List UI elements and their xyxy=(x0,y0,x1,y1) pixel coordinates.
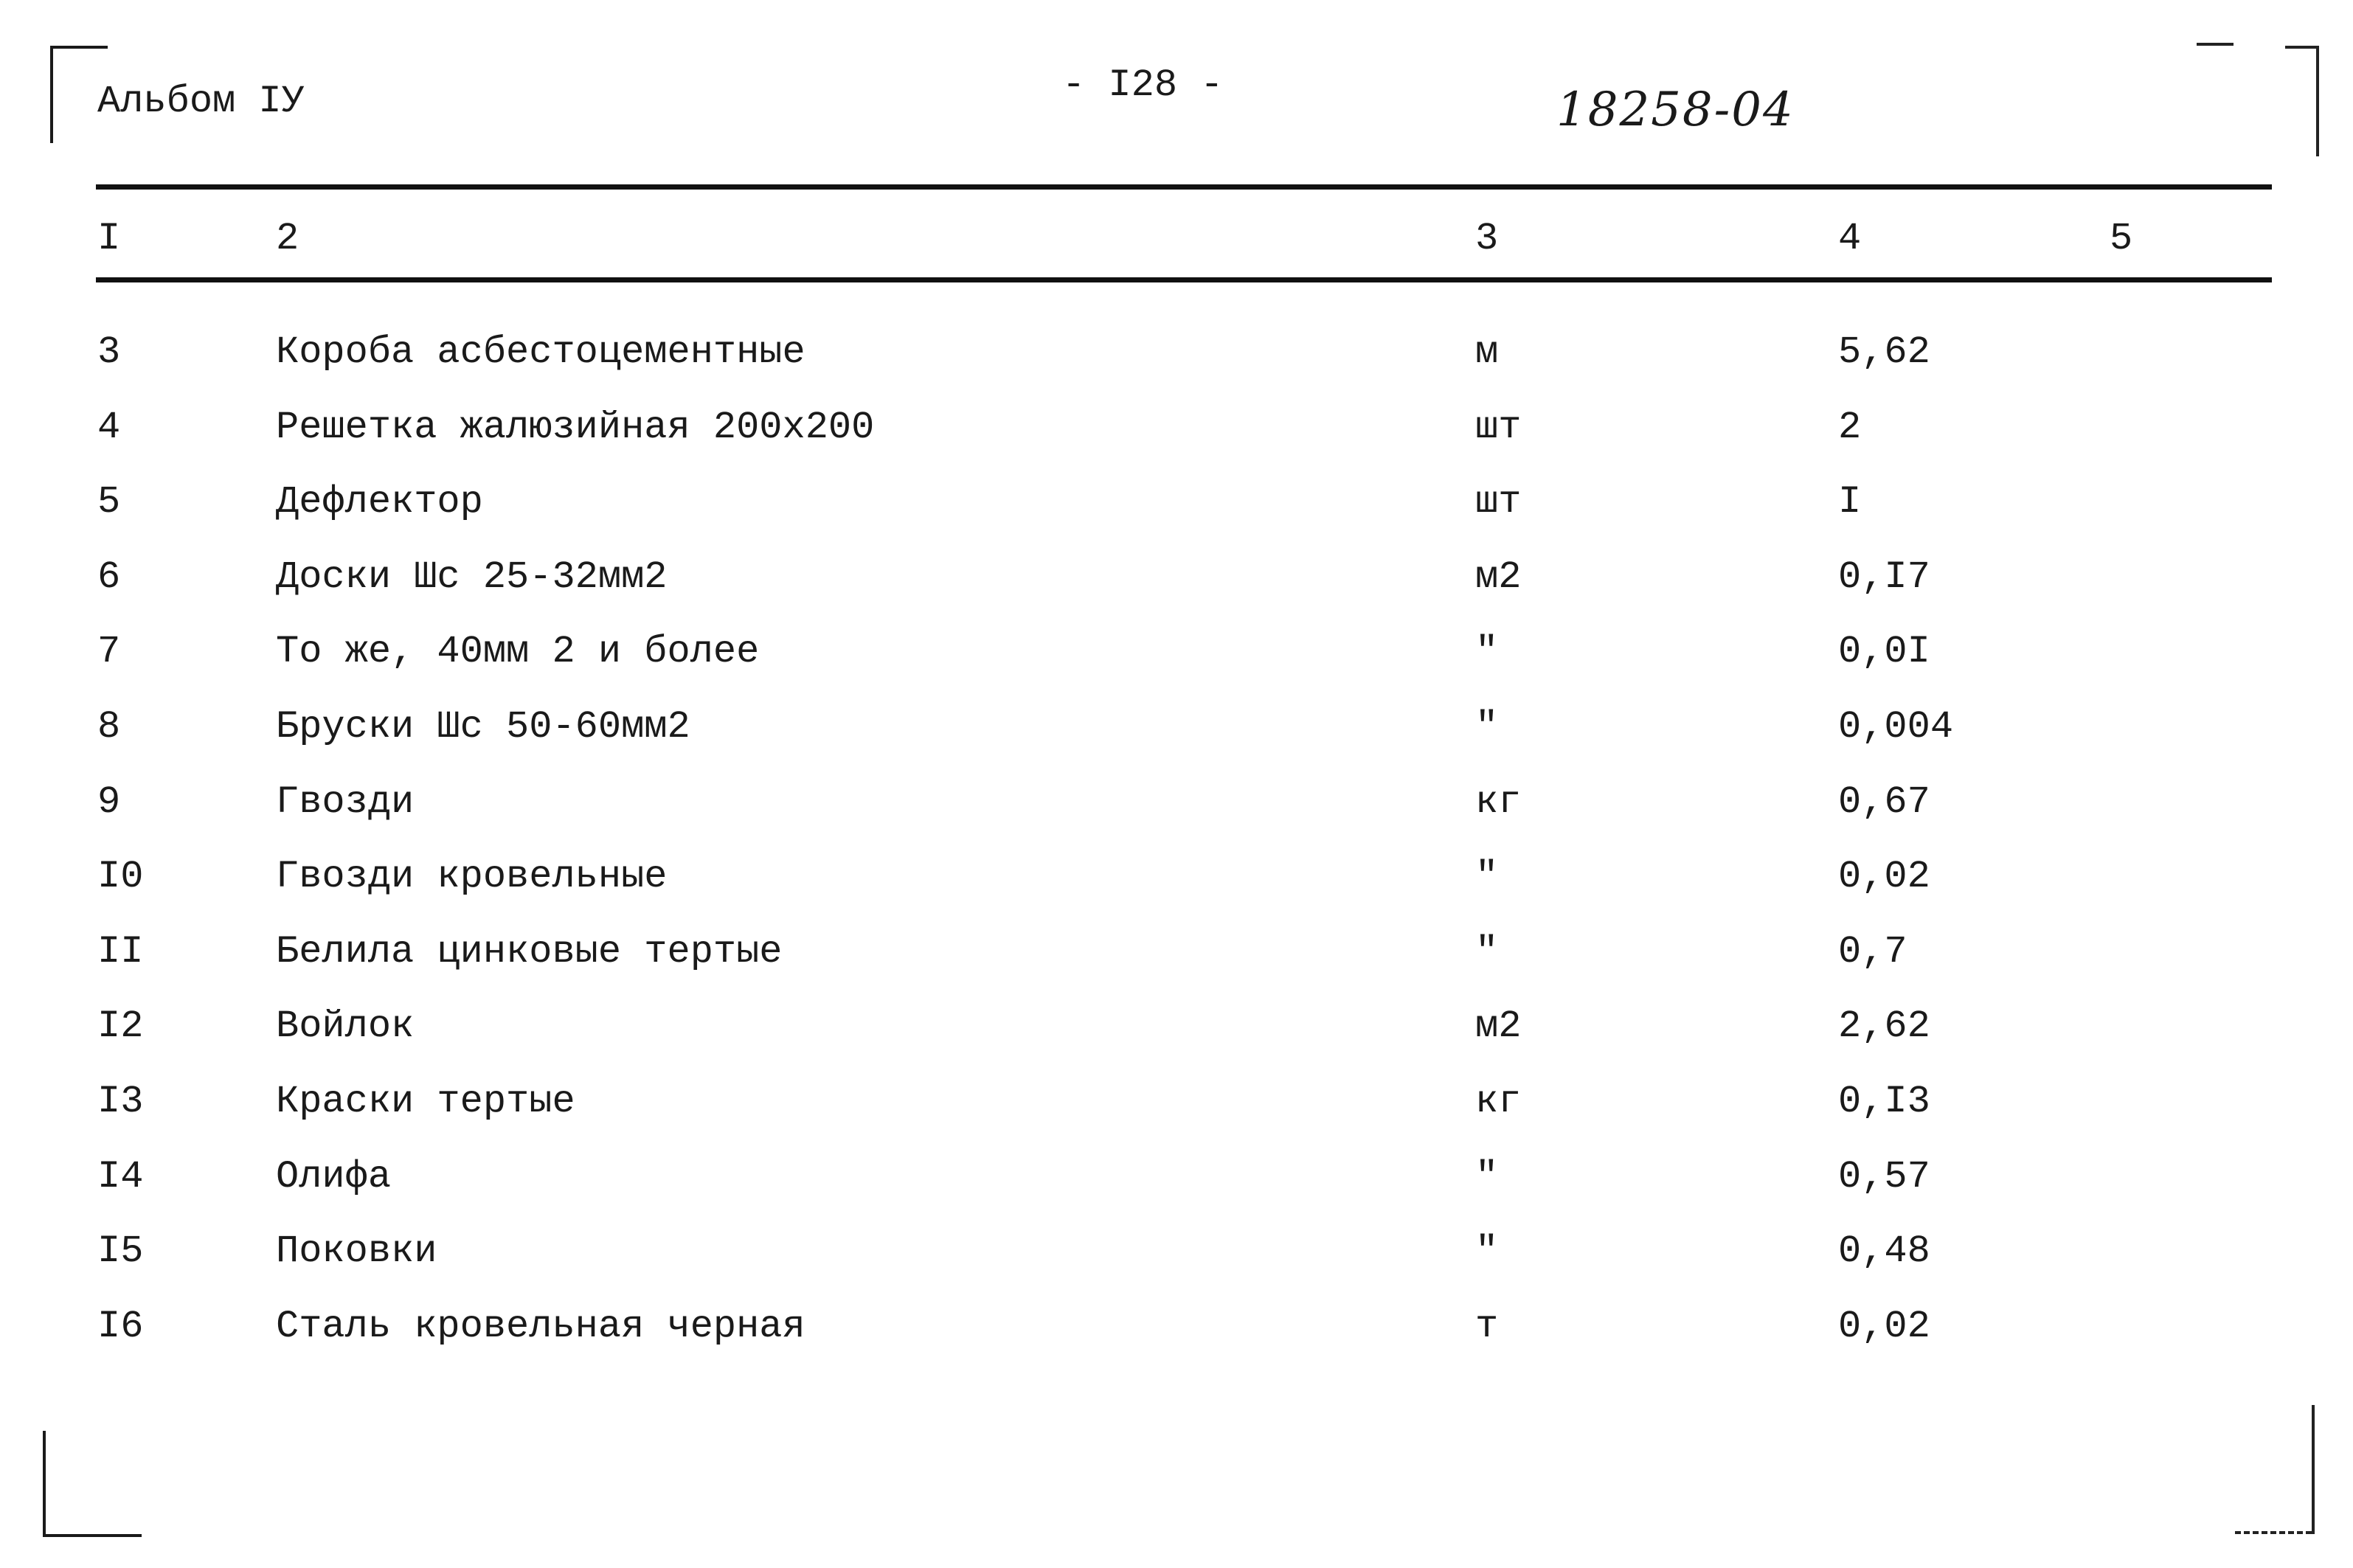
column-header-5: 5 xyxy=(2110,217,2133,260)
quantity: 0,I7 xyxy=(1838,555,1930,599)
unit: " xyxy=(1475,1154,1499,1198)
material-name: Гвозди кровельные xyxy=(276,855,668,899)
quantity: 2,62 xyxy=(1838,1005,1930,1049)
material-name: Гвозди xyxy=(276,780,415,824)
row-number: I5 xyxy=(97,1229,144,1274)
material-name: Поковки xyxy=(276,1229,437,1274)
row-number: I6 xyxy=(97,1304,144,1348)
quantity: 2 xyxy=(1838,405,1862,449)
unit: шт xyxy=(1475,480,1522,524)
quantity: 5,62 xyxy=(1838,330,1930,374)
unit: " xyxy=(1475,630,1499,674)
unit: " xyxy=(1475,929,1499,974)
material-name: Короба асбестоцементные xyxy=(276,330,805,374)
material-name: Краски тертые xyxy=(276,1080,575,1123)
row-number: 4 xyxy=(97,405,121,449)
quantity: 0,67 xyxy=(1838,780,1930,824)
unit: м2 xyxy=(1475,555,1522,599)
row-number: 3 xyxy=(97,330,121,374)
quantity: 0,7 xyxy=(1838,929,1907,974)
material-name: Решетка жалюзийная 200х200 xyxy=(276,405,875,449)
quantity: 0,02 xyxy=(1838,855,1930,899)
album-label: Альбом IУ xyxy=(97,80,305,123)
quantity: I xyxy=(1838,480,1862,524)
corner-mark-top-right-dash xyxy=(2197,43,2234,46)
column-header-3: 3 xyxy=(1475,217,1499,260)
unit: кг xyxy=(1475,780,1522,824)
quantity: 0,48 xyxy=(1838,1229,1930,1274)
quantity: 0,57 xyxy=(1838,1154,1930,1198)
table-top-rule xyxy=(96,184,2272,190)
unit: м2 xyxy=(1475,1005,1522,1049)
material-name: Сталь кровельная черная xyxy=(276,1304,805,1348)
row-number: I2 xyxy=(97,1005,144,1049)
material-name: То же, 40мм 2 и более xyxy=(276,630,760,674)
material-name: Дефлектор xyxy=(276,480,483,524)
row-number: 7 xyxy=(97,630,121,674)
unit: " xyxy=(1475,1229,1499,1274)
quantity: 0,I3 xyxy=(1838,1080,1930,1123)
unit: т xyxy=(1475,1304,1499,1348)
material-name: Войлок xyxy=(276,1005,415,1049)
quantity: 0,02 xyxy=(1838,1304,1930,1348)
row-number: I3 xyxy=(97,1080,144,1123)
row-number: I4 xyxy=(97,1154,144,1198)
material-name: Доски Шс 25-32мм2 xyxy=(276,555,668,599)
row-number: 8 xyxy=(97,705,121,749)
column-header-2: 2 xyxy=(276,217,299,260)
unit: м xyxy=(1475,330,1499,374)
unit: шт xyxy=(1475,405,1522,449)
corner-mark-top-right-vertical xyxy=(2316,46,2319,156)
table-header-rule xyxy=(96,277,2272,282)
page-number: - I28 - xyxy=(1062,63,1224,107)
row-number: 6 xyxy=(97,555,121,599)
material-name: Бруски Шс 50-60мм2 xyxy=(276,705,690,749)
corner-mark-top-right xyxy=(2285,46,2316,49)
row-number: II xyxy=(97,929,144,974)
corner-mark-bottom-right-vertical xyxy=(2312,1405,2315,1534)
column-header-1: I xyxy=(97,217,121,260)
document-number: 18258-04 xyxy=(1556,83,1795,137)
quantity: 0,0I xyxy=(1838,630,1930,674)
corner-mark-bottom-left xyxy=(43,1431,142,1537)
material-name: Олифа xyxy=(276,1154,392,1198)
row-number: 5 xyxy=(97,480,121,524)
column-header-4: 4 xyxy=(1838,217,1862,260)
quantity: 0,004 xyxy=(1838,705,1954,749)
corner-mark-bottom-right-dash xyxy=(2235,1531,2312,1534)
material-name: Белила цинковые тертые xyxy=(276,929,783,974)
row-number: 9 xyxy=(97,780,121,824)
unit: кг xyxy=(1475,1080,1522,1123)
unit: " xyxy=(1475,855,1499,899)
unit: " xyxy=(1475,705,1499,749)
row-number: I0 xyxy=(97,855,144,899)
